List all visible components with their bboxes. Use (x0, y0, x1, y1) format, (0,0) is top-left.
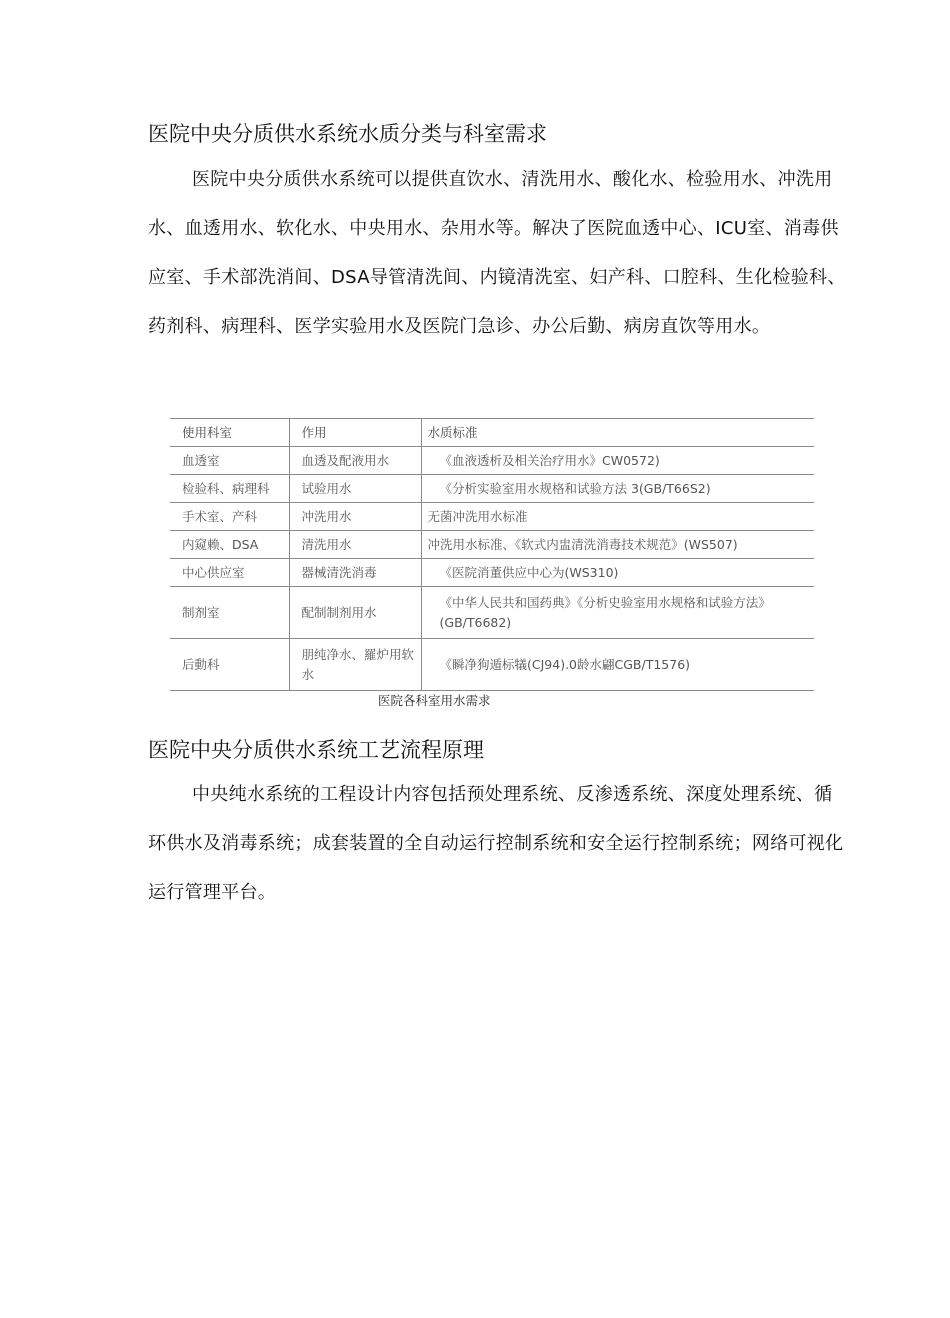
table-header-standard: 水质标准 (421, 419, 814, 447)
table-row (170, 587, 814, 639)
table-row (170, 559, 814, 587)
table-cell-function: 器械清洗消毒 (289, 559, 421, 587)
table-row (170, 503, 814, 531)
table-cell-department: 后動科 (170, 639, 289, 691)
table-header-department: 使用科室 (170, 419, 289, 447)
table-row (170, 639, 814, 691)
table-cell-function: 配制制剂用水 (289, 587, 421, 639)
table-cell-standard: 冲洗用水标准、《软式内盅清洗消毒技术规范》(WS507) (421, 531, 814, 559)
table-cell-department: 制剂室 (170, 587, 289, 639)
table-cell-standard: 《分析实验室用水规格和试验方法 3(GB/T66S2) (421, 475, 814, 503)
table-cell-standard: 《瞬净狗遁标犠(CJ94).0龄水翩CGB/T1576) (421, 639, 814, 691)
table-cell-function: 朋纯净水、羅炉用软水 (289, 639, 421, 691)
table-cell-function: 冲洗用水 (289, 503, 421, 531)
section-paragraph-process-principle: 中央纯水系统的工程设计内容包括预处理系统、反渗透系统、深度处理系统、循环供水及消毒系统；成套装置的全自动运行控制系统和安全运行控制系统；网络可视化运行管理平台。 (148, 784, 844, 903)
table-cell-department: 检验科、病理科 (170, 475, 289, 503)
table-row (170, 475, 814, 503)
table-cell-standard: 《中华人民共和国药典》《分析史验室用水规格和试验方法》(GB/T6682) (421, 587, 814, 639)
table-cell-department: 血透室 (170, 447, 289, 475)
table-cell-department: 中心供应室 (170, 559, 289, 587)
table-row (170, 531, 814, 559)
table-caption: 医院各科室用水需求 (378, 693, 491, 708)
table-cell-function: 清洗用水 (289, 531, 421, 559)
table-cell-function: 血透及配液用水 (289, 447, 421, 475)
department-water-table (170, 418, 814, 691)
table-cell-standard: 《血液透析及相关治疗用水》CW0572) (421, 447, 814, 475)
table-cell-department: 手术室、产科 (170, 503, 289, 531)
table-cell-department: 内窥赖、DSA (170, 531, 289, 559)
table-header-row (170, 419, 814, 447)
table-cell-function: 试验用水 (289, 475, 421, 503)
table-cell-standard: 无菌冲洗用水标准 (421, 503, 814, 531)
section-title-water-classification: 医院中央分质供水系统水质分类与科室需求 (148, 122, 547, 146)
section-paragraph-water-classification: 医院中央分质供水系统可以提供直饮水、清洗用水、酸化水、检验用水、冲洗用水、血透用水、软化水、中央用水、杂用水等。解决了医院血透中心、ICU室、消毒供应室、手术部洗消间、DSA导管清洗间、内镜清洗室、妇产科、口腔科、生化检验科、药剂科、病理科、医学实验用水及医院门急诊、办公后勤、病房直饮等用水。 (148, 169, 846, 337)
table-row (170, 447, 814, 475)
table-cell-standard: 《医院消董供应中心为(WS310) (421, 559, 814, 587)
section-title-process-principle: 医院中央分质供水系统工艺流程原理 (148, 738, 484, 762)
table-header-function: 作用 (289, 419, 421, 447)
